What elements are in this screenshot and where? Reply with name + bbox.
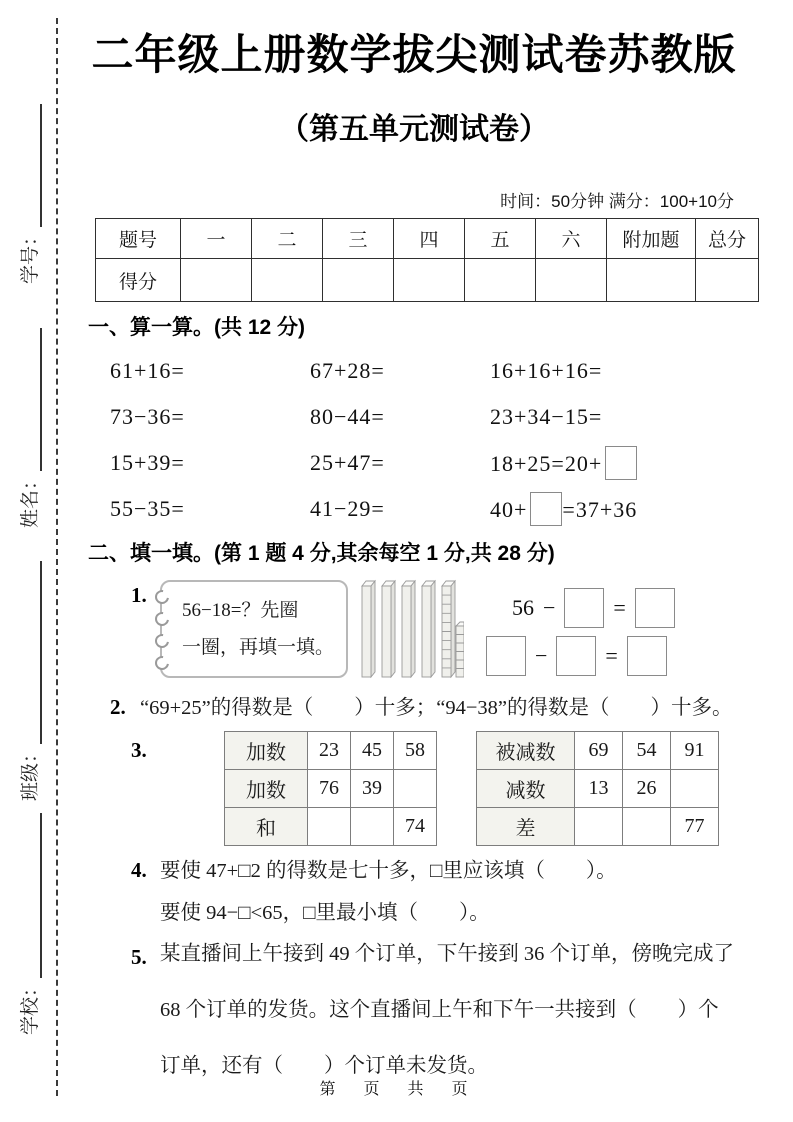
table-cell: 39 [351,770,394,808]
p1-equation-top [512,588,675,628]
score-header-cell: 总分 [696,219,759,259]
student-id-field [15,104,42,284]
problem5-text: 某直播间上午接到 49 个订单，下午接到 36 个订单，傍晚完成了 68 个订单的发货。这个直播间上午和下午一共接到（ ）个订单，还有（ ）个订单未发货。 [160,943,734,1077]
student-id-blank-line[interactable] [16,104,42,227]
table-cell: 45 [351,732,394,770]
score-header-cell: 五 [465,219,536,259]
equation: 25+47= [310,450,385,475]
problem5-number: 5. [131,945,147,969]
score-input-cell[interactable] [181,259,252,302]
school-blank-line[interactable] [16,813,42,978]
table-answer-cell[interactable] [575,808,623,846]
answer-box[interactable] [627,636,667,676]
table-cell: 58 [394,732,437,770]
equation: 73−36= [110,404,185,429]
answer-box[interactable] [530,492,562,526]
problem4-line1: 要使 47+□2 的得数是七十多，□里应该填（ ）。 [160,860,617,882]
equation: 23+34−15= [490,404,603,429]
hint-card [160,580,348,678]
paper-subtitle: （第五单元测试卷） [279,113,549,146]
answer-box[interactable] [486,636,526,676]
table-row [225,732,437,770]
score-input-cell[interactable] [323,259,394,302]
table-answer-cell[interactable] [671,770,719,808]
table-label-cell: 减数 [477,770,575,808]
equation: 67+28= [310,358,385,383]
table-cell: 77 [671,808,719,846]
name-blank-line[interactable] [16,328,42,471]
equation [490,492,722,526]
equation-text: 56 [512,595,534,620]
answer-box[interactable] [564,588,604,628]
problem4-line2: 要使 94−□<65，□里最小填（ ）。 [160,902,490,924]
class-field [15,561,42,801]
hint-card-text-line1: 56−18=？先圈 [182,600,299,621]
base-ten-blocks-image [360,576,464,682]
score-input-cell[interactable] [252,259,323,302]
score-header-cell: 二 [252,219,323,259]
equation: 80−44= [310,404,385,429]
table-answer-cell[interactable] [308,808,351,846]
problem1-number: 1. [131,583,147,607]
table-cell: 74 [394,808,437,846]
spiral-ring-icon [152,609,171,628]
school-field [15,813,42,1035]
subtraction-table [476,731,719,846]
student-id-label: 学号： [19,226,41,284]
table-row [225,770,437,808]
name-label: 姓名： [19,470,41,528]
table-label-cell: 加数 [225,770,308,808]
score-header-cell: 六 [536,219,607,259]
binding-dashed-line [56,18,58,1096]
score-input-cell[interactable] [465,259,536,302]
table-row [477,808,719,846]
section1-heading: 一、算一算。(共 12 分) [88,316,306,339]
score-table-value-row [96,259,759,302]
answer-box[interactable] [556,636,596,676]
score-header-cell: 附加题 [607,219,696,259]
score-input-cell[interactable] [394,259,465,302]
school-label: 学校： [19,977,41,1035]
table-label-cell: 加数 [225,732,308,770]
score-table-header-row [96,219,759,259]
table-cell: 13 [575,770,623,808]
minus-sign: − [543,595,556,620]
equals-sign: = [605,643,618,668]
addition-table [224,731,437,846]
spiral-ring-icon [152,587,171,606]
equation-text: =37+36 [562,497,638,522]
table-answer-cell[interactable] [623,808,671,846]
name-field [15,328,42,528]
table-cell: 23 [308,732,351,770]
problem4-number: 4. [131,858,147,882]
class-label: 班级： [19,743,41,801]
spiral-ring-icon [152,631,171,650]
score-input-cell[interactable] [696,259,759,302]
section2-heading: 二、填一填。(第 1 题 4 分,其余每空 1 分,共 28 分) [88,542,555,565]
section1-equations [110,348,722,532]
exam-time-score-info: 时间：50分钟 满分：100+10分 [500,192,734,211]
table-label-cell: 差 [477,808,575,846]
margin-info-strip [12,0,44,1080]
p1-equation-bottom [486,636,667,676]
table-row [225,808,437,846]
hint-card-text-line2: 一圈，再填一填。 [182,637,335,658]
score-table [95,218,759,302]
table-cell: 91 [671,732,719,770]
minus-sign: − [535,643,548,668]
paper-title: 二年级上册数学拔尖测试卷苏教版 [91,31,737,78]
equation-text: 18+25=20+ [490,451,603,476]
table-label-cell: 和 [225,808,308,846]
score-row-label: 得分 [96,259,181,302]
equation: 61+16= [110,358,185,383]
score-input-cell[interactable] [536,259,607,302]
score-header-cell: 四 [394,219,465,259]
table-row [477,732,719,770]
table-cell: 54 [623,732,671,770]
equation: 41−29= [310,496,385,521]
equation: 15+39= [110,450,185,475]
table-cell: 26 [623,770,671,808]
equation: 55−35= [110,496,185,521]
table-cell: 69 [575,732,623,770]
table-answer-cell[interactable] [394,770,437,808]
equation: 16+16+16= [490,358,603,383]
table-cell: 76 [308,770,351,808]
table-label-cell: 被减数 [477,732,575,770]
answer-box[interactable] [605,446,637,480]
problem2-number: 2. [110,695,126,719]
problem3-number: 3. [131,738,147,762]
table-row [477,770,719,808]
answer-box[interactable] [635,588,675,628]
score-header-cell: 题号 [96,219,181,259]
table-answer-cell[interactable] [351,808,394,846]
equation [490,446,722,480]
spiral-ring-icon [152,653,171,672]
equals-sign: = [613,595,626,620]
equation-text: 40+ [490,497,528,522]
page-footer: 第 页 共 页 [319,1081,474,1098]
score-header-cell: 三 [323,219,394,259]
score-header-cell: 一 [181,219,252,259]
score-input-cell[interactable] [607,259,696,302]
problem2-text: “69+25”的得数是（ ）十多；“94−38”的得数是（ ）十多。 [140,697,733,719]
class-blank-line[interactable] [16,561,42,744]
